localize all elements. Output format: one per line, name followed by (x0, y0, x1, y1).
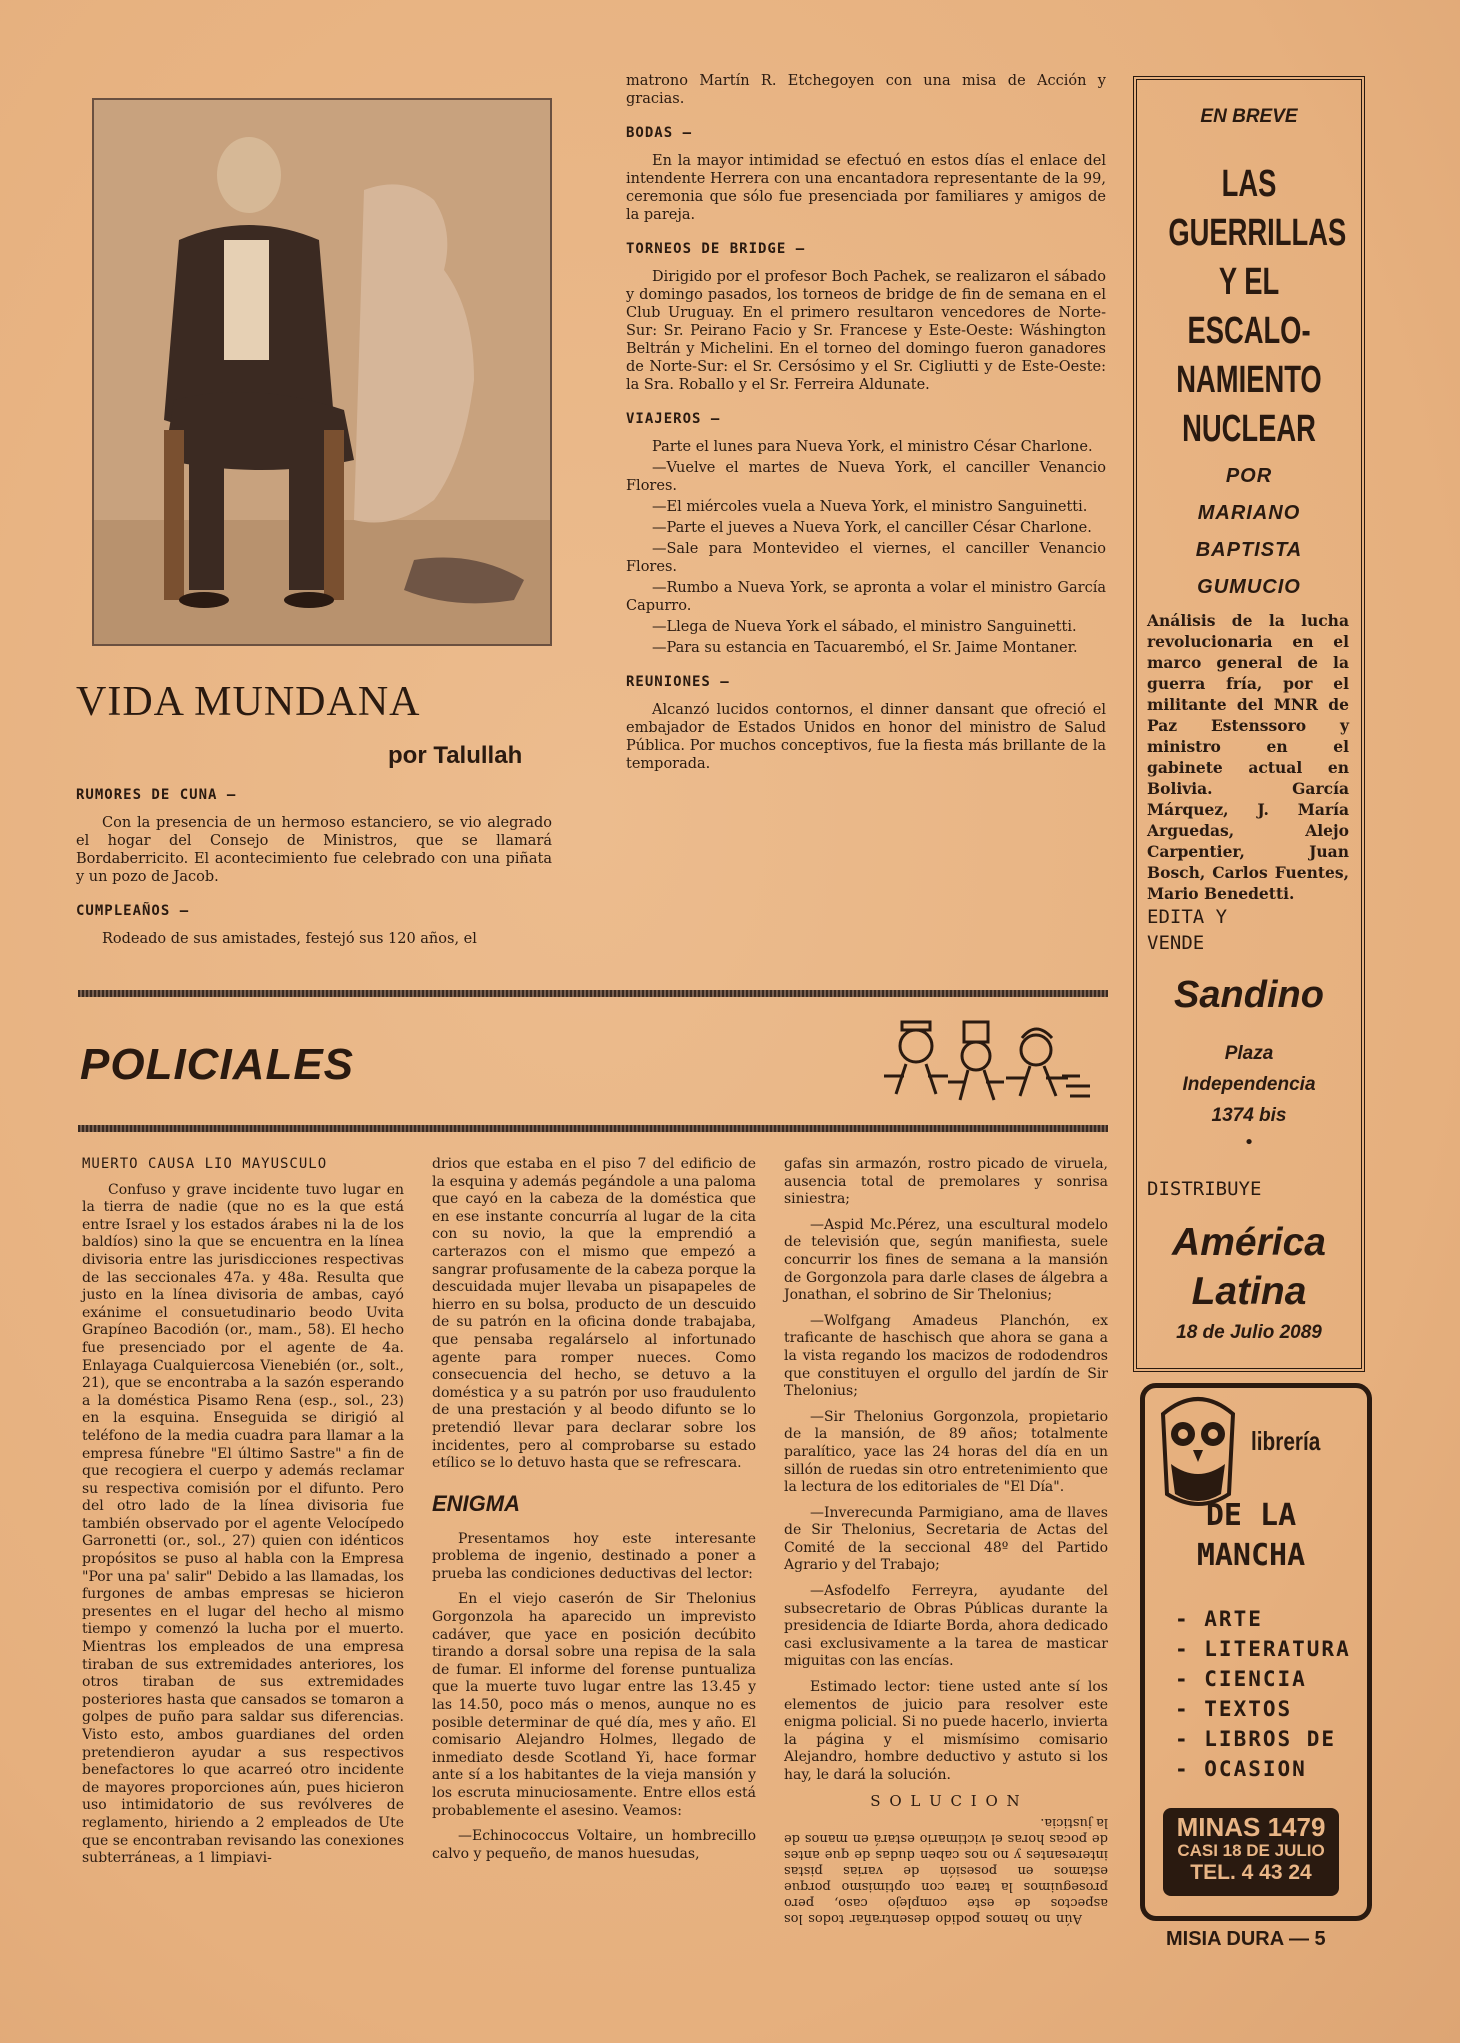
bookstore-item: - TEXTOS (1175, 1697, 1293, 1721)
suspect-text: —Inverecunda Parmigiano, ama de llaves de Sir Thelonius, Secretaria de Actas del Comité de la seccional 48º del Partido Agrario y del Trabajo; (784, 1504, 1108, 1574)
divider-bottom (78, 1125, 1108, 1132)
distributor-address: 18 de Julio 2089 (1176, 1322, 1322, 1343)
viajeros-item: —Parte el jueves a Nueva York, el canciller César Charlone. (652, 520, 1092, 536)
bookstore-item: - CIENCIA (1175, 1667, 1307, 1691)
vida-column-right (626, 72, 1106, 781)
suspect-text: —Wolfgang Amadeus Planchón, ex traficante de haschisch que ahora se gana a la vista regando los macizos de rododendros que constituyen el orgullo del jardín de Sir Thelonius; (784, 1312, 1108, 1400)
book-title-line: Y EL (1218, 261, 1280, 303)
bookstore-item: - LITERATURA (1175, 1637, 1351, 1661)
address-line: Plaza (1224, 1043, 1274, 1064)
bookstore-name-line: DE LA (1205, 1498, 1297, 1533)
bookstore-address-line: TEL. 4 43 24 (1190, 1861, 1312, 1884)
viajeros-item: —Para su estancia en Tacuarembó, el Sr. Jaime Montaner. (652, 640, 1078, 656)
book-title (1168, 160, 1347, 454)
rumores-text: Con la presencia de un hermoso estanciero, se vio alegrado el hogar del Consejo de Ministros, que se llamará Bordaberricito. El acontecimiento fue celebrado con una piñata y un pozo de Jacob. (76, 815, 552, 885)
suspect-text: —Aspid Mc.Pérez, una escultural modelo de televisión que, según manifiesta, suele concurrir los fines de semana a la mansión de Gorgonzola para darle clases de álgebra a Jonathan, el sobrino de Sir Thelonius; (784, 1216, 1108, 1304)
viajeros-item: —Vuelve el martes de Nueva York, el canciller Venancio Flores. (626, 460, 1106, 494)
cumple-heading: CUMPLEAÑOS — (76, 903, 190, 919)
distributor-name (1137, 1218, 1361, 1316)
distributor-line: Latina (1191, 1270, 1307, 1313)
book-title-line: NAMIENTO (1176, 359, 1322, 401)
enigma-text: Presentamos hoy este interesante problema de ingenio, destinado a poner a prueba las condiciones deductivas del lector: (432, 1530, 756, 1582)
policiales-column-3 (784, 1156, 1108, 1934)
publisher-address (1137, 1038, 1361, 1131)
bookstore-item: - ARTE (1175, 1607, 1263, 1631)
ad-kicker: EN BREVE (1200, 106, 1298, 127)
bookstore-name (1145, 1496, 1357, 1576)
bodas-heading: BODAS — (626, 125, 693, 141)
author-line: MARIANO (1197, 502, 1301, 524)
muerto-continued: drios que estaba en el piso 7 del edificio de la esquina y además pegándole a una paloma que cayó en la cabeza de la doméstica que en ese instante concurría al lugar de la cita con su novio, la que la emprendió a carterazos con el mismo que empezó a sangrar profusamente de la cabeza porque la descuidada mujer llevaba un pisapapeles de hierro en su bolsa, producto de un descuido de su patrón en la oficina donde trabajaba, que pensaba regalárselo al infortunado agente para romper nueces. Como consecuencia del hecho, se detuvo a la doméstica y a su patrón por uso fraudulento de una prestación y al beodo difunto se lo pretendió llevar para declarar sobre los incidentes, pero al comprobarse su estado etílico se lo detuvo hasta que se refrescara. (432, 1156, 756, 1472)
bookstore-items (1175, 1604, 1351, 1784)
author-line: BAPTISTA (1195, 539, 1303, 561)
solucion-heading: S O L U C I O N (870, 1791, 1022, 1810)
page-footer: MISIA DURA — 5 (1166, 1928, 1326, 1950)
distributor-line: América (1172, 1221, 1326, 1264)
cumple-continued: matrono Martín R. Etchegoyen con una misa de Acción y gracias. (626, 73, 1106, 107)
muerto-text: Confuso y grave incidente tuvo lugar en la tierra de nadie (que no es la que está entre Israel y los estados árabes ni la de los baldíos) sino la que se encuentra en la línea divisoria entre las jurisdicciones respectivas de las seccionales 47a. y 48a. Resulta que justo en la línea divisoria de ambas, cayó exánime el consuetudinario beodo Uvita Grapíneo Bacodión (or., mam., 58). El hecho fue presenciado por el agente de 4a. Enlayaga Cualquiercosa Vienebién (or., solt., 21), que se encontraba a la sazón esperando a la doméstica Pisamo Rena (esp., sol., 23) en la esquina. Enseguida se dirigió al teléfono de la media cuadra para llamar a la empresa fúnebre "El último Sastre" a fin de que recogiera el cuerpo y además reclamar su respectiva comisión por el difunto. Pero del otro lado de la línea divisoria fue también observado por el agente Velocípedo Garronetti (or., sol., 27) quien con idénticos propósitos se puso al habla con la Empresa "Por una pa' salir" Debido a las llamadas, los furgones de ambas empresas se hicieron presentes en el lugar del hecho al mismo tiempo y comenzó la lucha por el muerto. Mientras los empleados de una empresa tiraban de sus extremidades anteriores, los otros tiraban de sus extremidades posteriores hasta que cansados se tomaron a golpes de puño para saldar sus diferencias. Visto esto, ambos guardianes del orden pretendieron ayudar a sus respectivos benefactores lo que acarreó otro incidente de mayores proporciones aún, pues hicieron uso intimidatorio de sus revólveres de reglamento, hiriendo a 2 empleados de Ute que se encontraban revisando las conexiones subterráneas, a 1 limpiavi- (82, 1181, 404, 1867)
author-por: POR (1225, 465, 1273, 487)
bookstore-item: - LIBROS DE (1175, 1727, 1337, 1751)
vida-column-left (76, 786, 552, 956)
muerto-heading: MUERTO CAUSA LIO MAYUSCULO (82, 1156, 328, 1172)
book-description: Análisis de la lucha revolucionaria en el marco general de la guerra fría, por el militante del MNR de Paz Estenssoro y ministro en el gabinete actual en Bolivia. García Márquez, J. María Arguedas, Alejo Carpentier, Juan Bosch, Carlos Fuentes, Mario Benedetti. (1147, 611, 1349, 903)
edita-label: EDITA Y VENDE (1147, 906, 1228, 954)
suspect-text: —Sir Thelonius Gorgonzola, propietario de la mansión, de 89 años; totalmente paralítico, yace las 24 horas del día en un sillón de ruedas sin otro entretenimiento que la lectura de los editoriales de "El Día". (784, 1408, 1108, 1496)
reuniones-heading: REUNIONES — (626, 674, 730, 690)
book-title-line: LAS (1221, 163, 1277, 205)
byline: por Talullah (388, 742, 523, 769)
cumple-text: Rodeado de sus amistades, festejó sus 120 años, el (102, 931, 477, 947)
author-line: GUMUCIO (1197, 576, 1301, 598)
bookstore-address-box (1163, 1808, 1339, 1896)
address-line: 1374 bis (1211, 1105, 1287, 1126)
distribuye-label: DISTRIBUYE (1147, 1178, 1262, 1200)
solucion-upside-down: Aún no hemos podido desentrañar todos los aspectos de este complejo caso, pero proseguimos la tarea con optimismo porque estamos en posesión de varias pistas interesantes y no nos caben dudas de que antes de pocas horas el victimario estará en manos de la justicia. (784, 1815, 1108, 1927)
suspect-text: gafas sin armazón, rostro picado de viruela, ausencia total de premolares y sonrisa siniestra; (784, 1156, 1108, 1208)
publisher-sandino: Sandino (1174, 974, 1324, 1016)
libreria-label: librería (1251, 1426, 1321, 1456)
section-title-vida-mundana: VIDA MUNDANA (76, 679, 421, 725)
address-line: Independencia (1182, 1074, 1316, 1095)
enigma-text: —Echinococcus Voltaire, un hombrecillo calvo y pequeño, de manos huesudas, (432, 1828, 756, 1862)
bookstore-name-line: MANCHA (1196, 1538, 1306, 1573)
book-title-line: NUCLEAR (1182, 408, 1316, 450)
bookstore-ad-box (1140, 1383, 1372, 1921)
bodas-text: En la mayor intimidad se efectuó en estos días el enlace del intendente Herrera con una encantadora representante de la 99, ceremonia que sólo fue presenciada por familiares y amigos de la pareja. (626, 153, 1106, 223)
bridge-text: Dirigido por el profesor Boch Pachek, se realizaron el sábado y domingo pasados, los torneos de bridge de fin de semana en el Club Uruguay. En el primero resultaron vencedores de Norte-Sur: Sr. Peirano Facio y Sr. Francese y Este-Oeste: Wáshington Beltrán y Michelini. En el torneo del domingo fueron ganadores de Norte-Sur: el Sr. Cersósimo y el Sr. Cigliutti y de Este-Oeste: la Sra. Roballo y el Sr. Ferreira Aldunate. (626, 269, 1106, 393)
policiales-column-1 (82, 1156, 404, 1876)
viajeros-item: —El miércoles vuela a Nueva York, el ministro Sanguinetti. (652, 499, 1088, 515)
suspect-text: Estimado lector: tiene usted ante sí los elementos de juicio para resolver este enigma policial. Si no puede hacerlo, invierta la página y el mismísimo comisario Alejandro, hombre deductivo y astuto si los hay, le dará la solución. (784, 1679, 1108, 1783)
bookstore-address-line: MINAS 1479 (1176, 1812, 1326, 1842)
bridge-heading: TORNEOS DE BRIDGE — (626, 241, 806, 257)
divider-top (78, 990, 1108, 997)
rumores-heading: RUMORES DE CUNA — (76, 787, 237, 803)
book-title-line: GUERRILLAS (1168, 212, 1347, 254)
reuniones-text: Alcanzó lucidos contornos, el dinner dansant que ofreció el embajador de Estados Unidos en honor del ministro de Salud Pública. Por muchos conceptivos, fue la fiesta más brillante de la temporada. (626, 702, 1106, 772)
enigma-heading: ENIGMA (432, 1490, 520, 1516)
viajeros-item: —Llega de Nueva York el sábado, el ministro Sanguinetti. (652, 619, 1077, 635)
book-ad-box (1133, 76, 1365, 1372)
viajeros-item: —Rumbo a Nueva York, se apronta a volar el ministro García Capurro. (626, 580, 1106, 614)
section-title-policiales: POLICIALES (80, 1040, 355, 1089)
wedding-photo (92, 98, 552, 646)
policiales-column-2 (432, 1156, 756, 1871)
bookstore-address-line: CASI 18 DE JULIO (1177, 1841, 1325, 1860)
viajeros-item: Parte el lunes para Nueva York, el ministro César Charlone. (652, 439, 1093, 455)
suspect-text: —Asfodelfo Ferreyra, ayudante del subsecretario de Obras Públicas durante la presidencia de Idiarte Borda, ahora dedicado casi exclusivamente a la tarea de masticar miguitas con las encías. (784, 1583, 1108, 1670)
viajeros-heading: VIAJEROS — (626, 411, 721, 427)
book-title-line: ESCALO- (1187, 310, 1311, 352)
bullet: • (1243, 1132, 1255, 1153)
book-author (1137, 458, 1361, 606)
police-cartoon-illustration (876, 1016, 1096, 1116)
viajeros-item: —Sale para Montevideo el viernes, el canciller Venancio Flores. (626, 541, 1106, 575)
enigma-text: En el viejo caserón de Sir Thelonius Gorgonzola ha aparecido un imprevisto cadáver, que yace en posición decúbito tirando a dorsal sobre una repisa de la sala de fumar. El informe del forense puntualiza que la muerte tuvo lugar entre las 13.45 y las 14.50, poco más o menos, aunque no es posible determinar de qué día, mes y año. El comisario Alejandro Holmes, llegado de inmediato desde Scotland Yi, hace formar ante sí a los habitantes de la vieja mansión y los escruta minuciosamente. Entre ellos está probablemente el asesino. Veamos: (432, 1591, 756, 1819)
bookstore-item: - OCASION (1175, 1757, 1307, 1781)
